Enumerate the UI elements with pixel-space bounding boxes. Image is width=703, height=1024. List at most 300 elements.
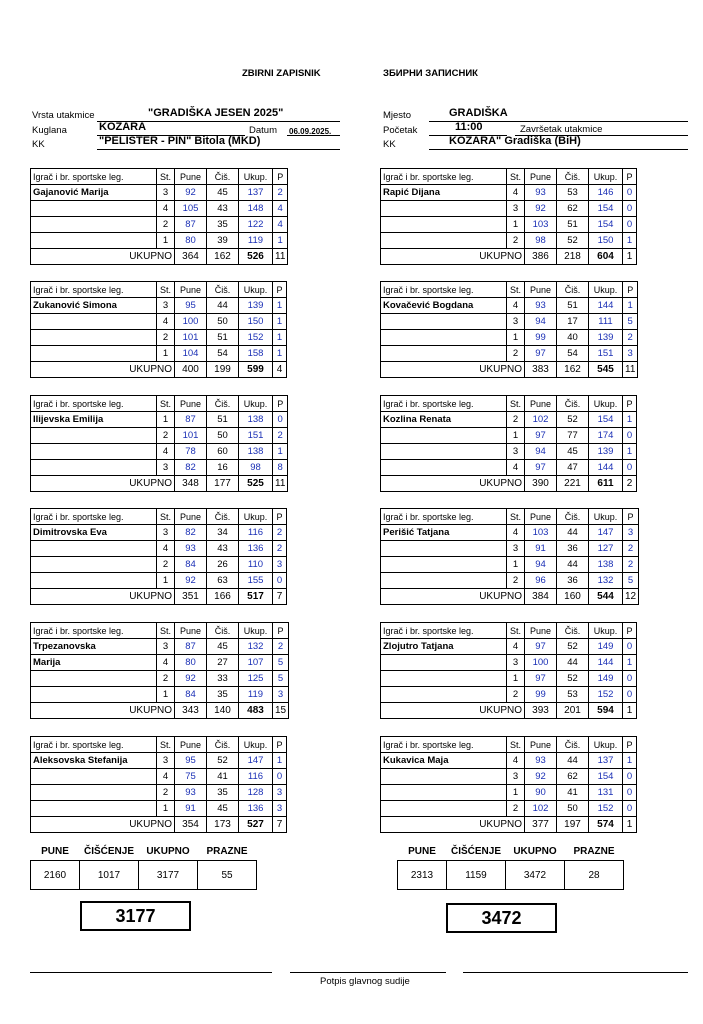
ukup-value: 149 [589, 671, 623, 687]
total-p: 1 [623, 249, 637, 265]
col-player: Igrač i br. sportske leg. [31, 282, 157, 298]
cis-value: 63 [207, 573, 239, 589]
mjesto-value: GRADIŠKA [449, 107, 508, 119]
table-row [31, 769, 287, 785]
cis-value: 50 [207, 428, 239, 444]
ukup-value: 152 [589, 687, 623, 703]
player-name [381, 687, 507, 703]
table-row [31, 573, 287, 589]
player-name [31, 444, 157, 460]
summary-ukupno: 3177 [139, 861, 198, 890]
lane-number: 2 [507, 687, 525, 703]
p-value: 0 [623, 217, 637, 233]
summary-pune: 2313 [398, 861, 447, 890]
col-pune: Pune [175, 282, 207, 298]
p-value: 4 [273, 201, 288, 217]
lane-number: 1 [157, 687, 175, 703]
ukupno-label: UKUPNO [31, 589, 175, 605]
pune-value: 92 [175, 185, 207, 201]
cis-value: 77 [557, 428, 589, 444]
col-player: Igrač i br. sportske leg. [31, 169, 157, 185]
lane-number: 3 [157, 639, 175, 655]
col-cis: Čiš. [207, 737, 239, 753]
pune-value: 92 [175, 671, 207, 687]
p-value: 8 [273, 460, 288, 476]
ukup-value: 139 [589, 444, 623, 460]
player-name [31, 801, 157, 817]
col-cis: Čiš. [207, 396, 239, 412]
player-name [381, 444, 507, 460]
table-row [31, 444, 288, 460]
cis-value: 33 [207, 671, 239, 687]
cis-value: 27 [207, 655, 239, 671]
col-ukup: Ukup. [239, 169, 273, 185]
lane-number: 3 [507, 655, 525, 671]
p-value: 0 [273, 769, 287, 785]
lane-number: 1 [507, 217, 525, 233]
p-value: 1 [623, 444, 637, 460]
pune-value: 93 [525, 298, 557, 314]
right-player-table [380, 736, 637, 833]
pune-value: 102 [525, 801, 557, 817]
ukupno-label: UKUPNO [381, 589, 525, 605]
table-row [31, 330, 287, 346]
pune-value: 100 [175, 314, 207, 330]
pune-value: 105 [175, 201, 207, 217]
player-name [381, 217, 507, 233]
cis-value: 35 [207, 785, 239, 801]
col-player: Igrač i br. sportske leg. [31, 623, 157, 639]
p-value: 0 [623, 671, 637, 687]
col-pune: Pune [175, 396, 207, 412]
pune-value: 103 [525, 217, 557, 233]
ukup-value: 139 [589, 330, 623, 346]
total-pune: 386 [525, 249, 557, 265]
player-name: Zlojutro Tatjana [381, 639, 507, 655]
p-value: 1 [273, 298, 287, 314]
table-row [381, 217, 637, 233]
table-row [31, 460, 288, 476]
total-row [381, 589, 639, 605]
pocetak-label: Početak [383, 125, 418, 136]
player-name [381, 346, 507, 362]
col-cis: Čiš. [557, 623, 589, 639]
table-row [381, 444, 637, 460]
lane-number: 2 [157, 428, 175, 444]
col-pune: Pune [525, 623, 557, 639]
p-value: 5 [623, 573, 639, 589]
col-player: Igrač i br. sportske leg. [31, 396, 157, 412]
p-value: 2 [273, 541, 287, 557]
summary-prazne: 28 [565, 861, 624, 890]
ukupno-label: UKUPNO [31, 476, 175, 492]
ukup-value: 138 [239, 444, 273, 460]
total-row [381, 703, 637, 719]
total-row [31, 589, 287, 605]
col-st: St. [507, 623, 525, 639]
ukup-value: 137 [239, 185, 273, 201]
lane-number: 2 [507, 412, 525, 428]
total-row [31, 249, 288, 265]
col-cis: Čiš. [557, 737, 589, 753]
cis-value: 44 [557, 655, 589, 671]
ukup-value: 132 [239, 639, 273, 655]
cis-value: 50 [557, 801, 589, 817]
ukup-value: 116 [239, 769, 273, 785]
pune-value: 90 [525, 785, 557, 801]
cis-value: 52 [557, 233, 589, 249]
lane-number: 4 [507, 460, 525, 476]
pune-value: 99 [525, 330, 557, 346]
p-value: 3 [273, 687, 289, 703]
cis-value: 44 [557, 557, 589, 573]
ukup-value: 132 [589, 573, 623, 589]
col-pune: Pune [525, 282, 557, 298]
ukup-value: 98 [239, 460, 273, 476]
table-row [381, 298, 638, 314]
total-row [381, 249, 637, 265]
table-row [31, 639, 289, 655]
player-name [381, 769, 507, 785]
pune-value: 94 [525, 314, 557, 330]
pune-value: 97 [525, 460, 557, 476]
pune-value: 92 [525, 769, 557, 785]
ukup-value: 139 [239, 298, 273, 314]
col-st: St. [507, 169, 525, 185]
col-ukup: Ukup. [239, 737, 273, 753]
total-p: 7 [273, 589, 287, 605]
total-cis: 177 [207, 476, 239, 492]
lane-number: 2 [157, 671, 175, 687]
summary-head-ciscenje: ČIŠĆENJE [83, 846, 134, 857]
total-row [31, 476, 288, 492]
total-row [31, 703, 289, 719]
lane-number: 1 [157, 801, 175, 817]
ukup-value: 151 [589, 346, 623, 362]
kk-left-value: "PELISTER - PIN" Bitola (MKD) [99, 135, 261, 147]
total-row [31, 362, 287, 378]
cis-value: 52 [557, 639, 589, 655]
col-player: Igrač i br. sportske leg. [381, 396, 507, 412]
col-p: P [273, 509, 287, 525]
player-name [381, 801, 507, 817]
title-cyrillic: ЗБИРНИ ЗАПИСНИК [383, 68, 478, 79]
cis-value: 52 [557, 671, 589, 687]
lane-number: 4 [157, 541, 175, 557]
total-cis: 218 [557, 249, 589, 265]
lane-number: 4 [157, 655, 175, 671]
pune-value: 84 [175, 687, 207, 703]
table-row [381, 185, 637, 201]
total-pune: 377 [525, 817, 557, 833]
p-value: 1 [273, 753, 287, 769]
lane-number: 3 [507, 541, 525, 557]
right-player-table [380, 281, 638, 378]
col-p: P [623, 509, 639, 525]
p-value: 0 [623, 769, 637, 785]
final-score-left: 3177 [80, 901, 191, 931]
player-name [381, 655, 507, 671]
ukup-value: 149 [589, 639, 623, 655]
lane-number: 4 [507, 753, 525, 769]
table-row [31, 557, 287, 573]
ukup-value: 136 [239, 541, 273, 557]
p-value: 5 [623, 314, 638, 330]
pune-value: 102 [525, 412, 557, 428]
cis-value: 41 [557, 785, 589, 801]
summary-head-pune: PUNE [408, 846, 436, 857]
table-row [381, 428, 637, 444]
summary-ciscenje: 1017 [80, 861, 139, 890]
cis-value: 45 [207, 639, 239, 655]
player-name: Zukanović Simona [31, 298, 157, 314]
ukup-value: 122 [239, 217, 273, 233]
p-value: 0 [273, 412, 288, 428]
table-row [381, 314, 638, 330]
total-cis: 140 [207, 703, 239, 719]
player-name [381, 460, 507, 476]
ukupno-label: UKUPNO [381, 476, 525, 492]
total-p: 11 [273, 249, 288, 265]
summary-head-ciscenje: ČIŠĆENJE [450, 846, 501, 857]
player-name [31, 217, 157, 233]
pune-value: 95 [175, 753, 207, 769]
lane-number: 4 [157, 769, 175, 785]
col-cis: Čiš. [207, 169, 239, 185]
p-value: 0 [623, 639, 637, 655]
col-ukup: Ukup. [589, 623, 623, 639]
cis-value: 62 [557, 769, 589, 785]
cis-value: 35 [207, 217, 239, 233]
pune-value: 101 [175, 330, 207, 346]
player-name: Dimitrovska Eva [31, 525, 157, 541]
col-cis: Čiš. [557, 282, 589, 298]
right-player-table [380, 622, 637, 719]
player-name [31, 201, 157, 217]
cis-value: 26 [207, 557, 239, 573]
zavrsetak-label: Završetak utakmice [520, 124, 603, 135]
cis-value: 45 [557, 444, 589, 460]
col-st: St. [507, 396, 525, 412]
col-st: St. [507, 509, 525, 525]
datum-label: Datum [249, 125, 277, 136]
cis-value: 45 [207, 801, 239, 817]
ukup-value: 111 [589, 314, 623, 330]
lane-number: 1 [507, 557, 525, 573]
pune-value: 82 [175, 525, 207, 541]
total-cis: 166 [207, 589, 239, 605]
col-player: Igrač i br. sportske leg. [31, 509, 157, 525]
col-player: Igrač i br. sportske leg. [381, 737, 507, 753]
right-player-table [380, 508, 639, 605]
ukup-value: 152 [239, 330, 273, 346]
ukup-value: 119 [239, 233, 273, 249]
lane-number: 1 [507, 330, 525, 346]
col-st: St. [507, 737, 525, 753]
table-row [381, 801, 637, 817]
player-name: Gajanović Marija [31, 185, 157, 201]
right-player-table [380, 168, 637, 265]
p-value: 1 [623, 412, 637, 428]
col-ukup: Ukup. [589, 169, 623, 185]
cis-value: 45 [207, 185, 239, 201]
col-cis: Čiš. [557, 509, 589, 525]
lane-number: 3 [157, 753, 175, 769]
col-pune: Pune [525, 396, 557, 412]
cis-value: 54 [207, 346, 239, 362]
player-name [31, 314, 157, 330]
ukup-value: 125 [239, 671, 273, 687]
table-row [31, 801, 287, 817]
total-ukup: 526 [239, 249, 273, 265]
p-value: 3 [623, 346, 638, 362]
player-name [31, 671, 157, 687]
cis-value: 52 [207, 753, 239, 769]
col-player: Igrač i br. sportske leg. [381, 282, 507, 298]
table-row [31, 201, 288, 217]
cis-value: 62 [557, 201, 589, 217]
p-value: 3 [273, 557, 287, 573]
table-row [31, 525, 287, 541]
ukup-value: 154 [589, 201, 623, 217]
col-cis: Čiš. [207, 623, 239, 639]
lane-number: 3 [157, 460, 175, 476]
table-row [381, 655, 637, 671]
cis-value: 35 [207, 687, 239, 703]
cis-value: 44 [557, 753, 589, 769]
total-ukup: 483 [239, 703, 273, 719]
ukup-value: 138 [589, 557, 623, 573]
table-row [381, 557, 639, 573]
pune-value: 93 [175, 785, 207, 801]
pune-value: 94 [525, 557, 557, 573]
total-pune: 354 [175, 817, 207, 833]
signature-line-referee [290, 972, 446, 973]
col-pune: Pune [175, 623, 207, 639]
pune-value: 92 [525, 201, 557, 217]
p-value: 1 [273, 233, 288, 249]
p-value: 2 [273, 185, 288, 201]
table-row [31, 785, 287, 801]
cis-value: 43 [207, 201, 239, 217]
col-cis: Čiš. [207, 282, 239, 298]
cis-value: 44 [557, 525, 589, 541]
cis-value: 52 [557, 412, 589, 428]
ukupno-label: UKUPNO [381, 249, 525, 265]
player-name: Kovačević Bogdana [381, 298, 507, 314]
player-name [31, 460, 157, 476]
player-name [381, 233, 507, 249]
left-player-table [30, 622, 289, 719]
summary-head-prazne: PRAZNE [573, 846, 615, 857]
lane-number: 1 [507, 428, 525, 444]
col-p: P [623, 396, 637, 412]
col-st: St. [157, 282, 175, 298]
kuglana-value: KOZARA [99, 121, 147, 133]
col-cis: Čiš. [207, 509, 239, 525]
p-value: 1 [273, 444, 288, 460]
col-ukup: Ukup. [589, 737, 623, 753]
player-name [31, 557, 157, 573]
vrsta-label: Vrsta utakmice [32, 110, 95, 121]
lane-number: 3 [157, 298, 175, 314]
total-cis: 173 [207, 817, 239, 833]
ukup-value: 146 [589, 185, 623, 201]
ukupno-label: UKUPNO [31, 817, 175, 833]
lane-number: 1 [157, 346, 175, 362]
col-ukup: Ukup. [589, 282, 623, 298]
lane-number: 3 [507, 769, 525, 785]
ukupno-label: UKUPNO [31, 249, 175, 265]
lane-number: 2 [157, 557, 175, 573]
col-cis: Čiš. [557, 396, 589, 412]
summary-table-right [397, 846, 624, 890]
datum-value: 06.09.2025. [289, 127, 332, 136]
p-value: 5 [273, 655, 289, 671]
table-row [381, 753, 637, 769]
lane-number: 2 [157, 785, 175, 801]
cis-value: 36 [557, 541, 589, 557]
lane-number: 1 [157, 573, 175, 589]
table-row [381, 460, 637, 476]
p-value: 2 [273, 428, 288, 444]
table-row [381, 671, 637, 687]
p-value: 4 [273, 217, 288, 233]
ukup-value: 155 [239, 573, 273, 589]
total-p: 4 [273, 362, 287, 378]
lane-number: 1 [507, 671, 525, 687]
lane-number: 4 [157, 314, 175, 330]
table-row [381, 233, 637, 249]
ukup-value: 136 [239, 801, 273, 817]
cis-value: 43 [207, 541, 239, 557]
ukup-value: 158 [239, 346, 273, 362]
cis-value: 34 [207, 525, 239, 541]
total-cis: 162 [557, 362, 589, 378]
pune-value: 97 [525, 346, 557, 362]
total-cis: 197 [557, 817, 589, 833]
lane-number: 3 [507, 314, 525, 330]
col-pune: Pune [175, 509, 207, 525]
lane-number: 4 [507, 185, 525, 201]
col-p: P [623, 623, 637, 639]
col-p: P [623, 282, 638, 298]
kk-left-underline [97, 149, 340, 150]
lane-number: 2 [507, 573, 525, 589]
col-ukup: Ukup. [239, 509, 273, 525]
ukupno-label: UKUPNO [381, 362, 525, 378]
col-st: St. [157, 509, 175, 525]
total-ukup: 574 [589, 817, 623, 833]
ukup-value: 152 [589, 801, 623, 817]
col-player: Igrač i br. sportske leg. [381, 169, 507, 185]
player-name [381, 573, 507, 589]
total-ukup: 611 [589, 476, 623, 492]
signature-label: Potpis glavnog sudije [320, 976, 410, 987]
total-ukup: 545 [589, 362, 623, 378]
total-p: 7 [273, 817, 287, 833]
vrsta-value: "GRADIŠKA JESEN 2025" [148, 107, 284, 119]
p-value: 1 [273, 346, 287, 362]
player-name: Kukavica Maja [381, 753, 507, 769]
cis-value: 40 [557, 330, 589, 346]
pune-value: 84 [175, 557, 207, 573]
ukup-value: 131 [589, 785, 623, 801]
p-value: 3 [273, 801, 287, 817]
ukup-value: 154 [589, 769, 623, 785]
pune-value: 99 [525, 687, 557, 703]
cis-value: 47 [557, 460, 589, 476]
